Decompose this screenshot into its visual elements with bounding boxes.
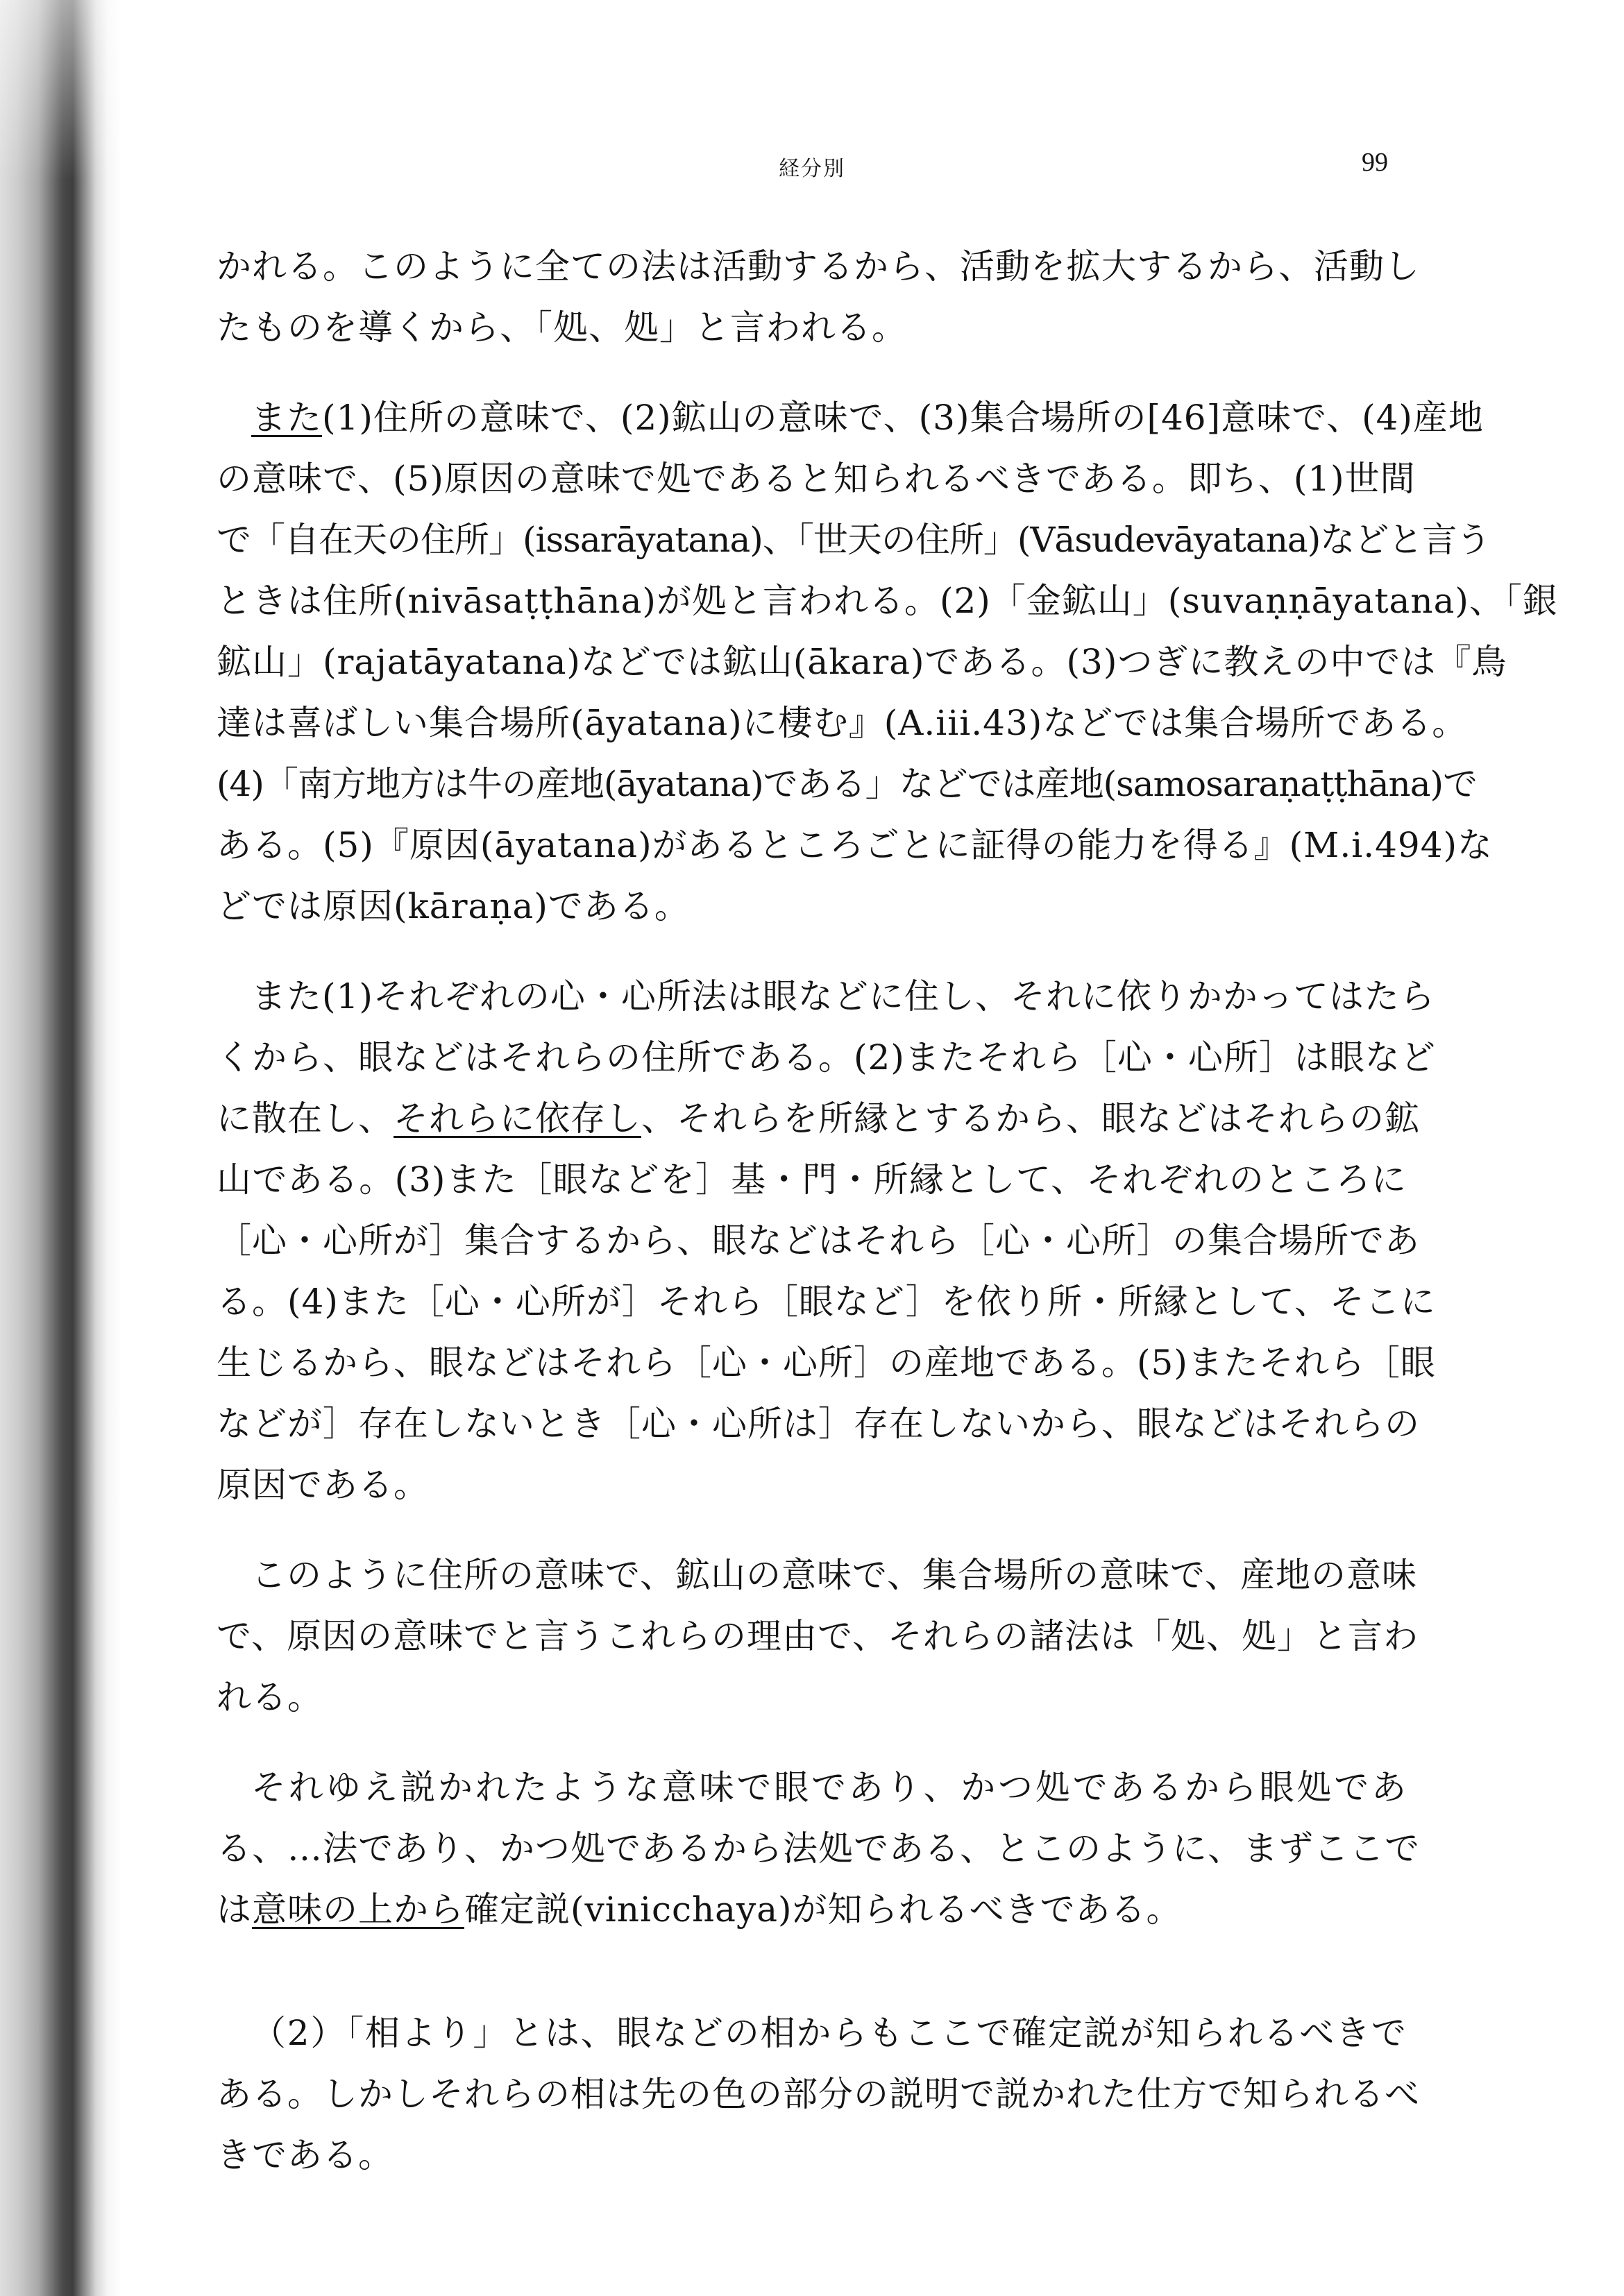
text-line — [217, 1757, 1407, 1818]
text-line — [217, 1454, 1407, 1515]
text-line — [217, 387, 1484, 448]
text-run: （2）「相より」とは、眼などの相からもここで確定説が知られるべきで — [251, 2013, 1407, 2053]
text-line — [217, 1149, 1407, 1210]
text-run: に散在し、 — [217, 1098, 394, 1139]
text-run: 鉱山」(rajatāyatana)などでは鉱山(ākara)である。(3)つぎに教えの中では『鳥 — [217, 642, 1507, 682]
text-line — [217, 1545, 1417, 1606]
text-run: 、それらを所縁とするから、眼などはそれらの鉱 — [641, 1098, 1420, 1139]
text-run: たものを導くから、「処、処」と言われる。 — [217, 307, 907, 348]
page-header — [0, 146, 1624, 187]
text-run: それゆえ説かれたような意味で眼であり、かつ処であるから眼処であ — [251, 1767, 1407, 1808]
page-number: 99 — [1362, 148, 1388, 177]
text-run: 達は喜ばしい集合場所(āyatana)に棲む』(A.iii.43)などでは集合場所である。 — [217, 703, 1468, 743]
text-line — [217, 448, 1416, 509]
text-run: また(1)それぞれの心・心所法は眼などに住し、それに依りかかってはたら — [251, 976, 1435, 1017]
paragraph-3 — [217, 966, 1436, 1515]
text-line — [217, 1210, 1420, 1271]
text-line — [217, 1088, 1420, 1149]
text-run: ときは住所(nivāsaṭṭhāna)が処と言われる。(2)「金鉱山」(suvaṇṇāyatana)、「銀 — [217, 581, 1558, 621]
text-run: どでは原因(kāraṇa)である。 — [217, 886, 690, 926]
page-body — [217, 236, 1558, 2186]
section-gap — [217, 1940, 1407, 2002]
text-line — [217, 236, 1420, 297]
text-run: る。(4)また［心・心所が］それら［眼など］を依り所・所縁として、そこに — [217, 1282, 1436, 1322]
paragraph-gap — [217, 1515, 1407, 1545]
text-run: くから、眼などはそれらの住所である。(2)またそれら［心・心所］は眼など — [217, 1037, 1436, 1078]
text-run: (4)「南方地方は牛の産地(āyatana)である」などでは産地(samosaraṇaṭṭhāna)で — [217, 764, 1478, 804]
underlined-text: また — [251, 398, 322, 438]
text-line — [217, 631, 1507, 692]
paragraph-gap — [217, 1728, 1407, 1757]
text-run: で「自在天の住所」(issarāyatana)、「世天の住所」(Vāsudevāyatana)などと言う — [217, 520, 1491, 560]
text-run: 原因である。 — [217, 1465, 429, 1505]
text-line — [217, 1818, 1420, 1879]
text-line — [217, 1027, 1436, 1088]
paragraph-2 — [217, 387, 1558, 937]
text-line — [217, 754, 1478, 815]
text-run: このように住所の意味で、鉱山の意味で、集合場所の意味で、産地の意味 — [251, 1555, 1417, 1595]
text-run: 生じるから、眼などはそれら［心・心所］の産地である。(5)またそれら［眼 — [217, 1343, 1436, 1383]
text-run: きである。 — [217, 2135, 394, 2175]
text-run: 山である。(3)また［眼などを］基・門・所縁として、それぞれのところに — [217, 1159, 1407, 1200]
text-line — [217, 1667, 1407, 1728]
text-run: で、原因の意味でと言うこれらの理由で、それらの諸法は「処、処」と言わ — [217, 1616, 1419, 1656]
paragraph-gap — [217, 937, 1407, 966]
text-line — [217, 876, 1407, 937]
text-run: かれる。このように全ての法は活動するから、活動を拡大するから、活動し — [217, 246, 1420, 287]
paragraph-4 — [217, 1545, 1419, 1728]
underlined-text: それらに依存し — [394, 1098, 641, 1139]
text-run: ［心・心所が］集合するから、眼などはそれら［心・心所］の集合場所であ — [217, 1221, 1420, 1261]
text-run: ある。(5)『原因(āyatana)があるところごとに証得の能力を得る』(M.i.494)な — [217, 825, 1494, 865]
paragraph-1 — [217, 236, 1420, 358]
text-run: は — [217, 1889, 252, 1930]
text-line — [217, 570, 1558, 631]
text-line — [217, 509, 1491, 570]
text-run: の意味で、(5)原因の意味で処であると知られるべきである。即ち、(1)世間 — [217, 459, 1416, 499]
paragraph-5 — [217, 1757, 1420, 1940]
paragraph-6 — [217, 2002, 1420, 2186]
text-line — [217, 1393, 1420, 1454]
text-run: (1)住所の意味で、(2)鉱山の意味で、(3)集合場所の[46]意味で、(4)産地 — [322, 398, 1484, 438]
scan-gutter-shadow — [0, 0, 121, 2296]
underlined-text: 意味の上から — [252, 1889, 464, 1930]
text-run: ある。しかしそれらの相は先の色の部分の説明で説かれた仕方で知られるべ — [217, 2074, 1420, 2114]
text-line — [217, 966, 1435, 1027]
paragraph-gap — [217, 358, 1407, 387]
text-line — [217, 2064, 1420, 2125]
text-line — [217, 692, 1468, 754]
text-line — [217, 815, 1494, 876]
text-line — [217, 1271, 1436, 1332]
text-run: などが］存在しないとき［心・心所は］存在しないから、眼などはそれらの — [217, 1404, 1420, 1444]
text-line — [217, 2002, 1407, 2064]
text-line — [217, 297, 1407, 358]
running-title: 経分別 — [779, 157, 845, 181]
text-run: る、…法であり、かつ処であるから法処である、とこのように、まずここで — [217, 1828, 1420, 1869]
text-line — [217, 1606, 1419, 1667]
text-line — [217, 2125, 1407, 2186]
text-line — [217, 1879, 1407, 1940]
text-run: 確定説(vinicchaya)が知られるべきである。 — [464, 1889, 1182, 1930]
text-line — [217, 1332, 1436, 1393]
text-run: れる。 — [217, 1677, 323, 1717]
